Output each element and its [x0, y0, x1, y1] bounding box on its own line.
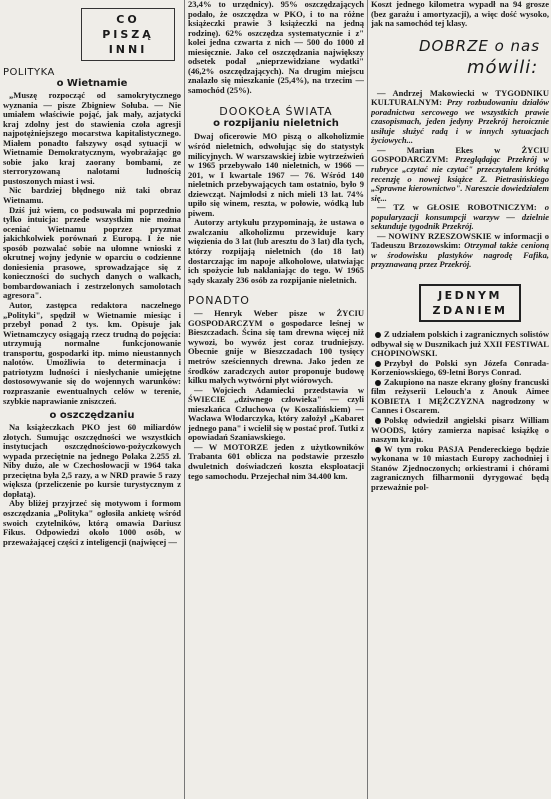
bullet-dot-icon: [375, 332, 381, 338]
section-head-ponadto: PONADTO: [188, 294, 250, 308]
article-rozpijanie: [188, 132, 364, 285]
paragraph: Dwaj oficerowie MO piszą o alkoholizmie wśród nieletnich, odwołując się do statystyk milicyjnych. W warszawskiej izbie wytrzeźwień w 1965 przebywało 140 nieletnich, w 1966 — 201, w I kwartale 1967 — 76. Wśród 140 nieletnich przebywających tam ostatnio, było 9 dziewcząt. Najmłodsi z nich mieli 13 lat. 74% upiło się winem, reszta, w połowie, wódką lub piwem.: [188, 131, 364, 218]
column-2: [188, 0, 364, 799]
paragraph: [371, 203, 549, 232]
paragraph: [371, 89, 549, 146]
co-pisza-inni-box: [81, 8, 175, 61]
bullet-dot-icon: [375, 380, 381, 386]
dobrze-o-nas-heading: [383, 35, 549, 81]
paragraph-quote: o popularyzacji konsumpcji warzyw — dzielnie sekunduje tygodnik Przekrój.: [371, 202, 549, 232]
bullet-item: [371, 330, 549, 359]
bullet-text: Polskę odwiedził angielski pisarz William WOODS, który zamierza napisać książkę o naszym kraju.: [371, 414, 549, 445]
bullet-text: Z udziałem polskich i zagranicznych solistów odbywał się w Dusznikach już XXII FESTIWAL CHOPINOWSKI.: [371, 329, 549, 359]
article-ponadto: [188, 309, 364, 481]
bullet-dot-icon: [375, 361, 381, 367]
section-sub-rozpijanie: o rozpijaniu nieletnich: [213, 118, 339, 130]
column-rule: [367, 0, 368, 799]
paragraph: Na książeczkach PKO jest 60 miliardów złotych. Sumując oszczędności we wszystkich instytucjach oszczędnościowo-pożyczkowych wypada przeciętnie na jednego Polaka 2.255 zł. Niby dużo, ale w Czechosłowacji w 1964 taka przeciętna była 2,5 razy, a w NRD prawie 5 razy większa (przeliczenie po kursie turystycznym z dopłatą).: [3, 422, 181, 499]
column-rule: [184, 0, 185, 799]
paragraph: Dziś już wiem, co podsuwała mi poprzednio tylko intuicja: przede wszystkim nie można oceniać Wietnamu poprzez pryzmat jakichkolwiek porównań z Europą. I że nie sposób pozwalać sobie na ułomne wnioski z okrutnej wojny jedynie w oparciu o codzienne doniesienia prasowe, sprowadzające się z konieczności do suchych danych o walkach, bombardowaniach i zestrzelonych samolotach agresora".: [3, 204, 181, 301]
article-oszczedzanie-cont: [188, 0, 364, 95]
box-head-line: ZDANIEM: [432, 304, 508, 318]
hand-heading-line: mówili:: [467, 56, 539, 78]
article-jednym-zdaniem: [371, 330, 549, 492]
paragraph: — W MOTORZE jeden z użytkowników Trabanta 601 oblicza na podstawie przeszło dwuletnich doświadczeń koszta eksploatacji tego samochodu. Przejechał nim 34.400 km.: [188, 441, 364, 481]
section-head-dookola-swiata: DOOKOŁA ŚWIATA: [219, 105, 333, 119]
bullet-item: [371, 416, 549, 445]
paragraph: — Henryk Weber pisze w ŻYCIU GOSPODARCZYM o gospodarce leśnej w Bieszczadach. Ścina się tam drewna więcej niż wywozi, bo wywóz jest coraz trudniejszy. Obecnie gnije w Bieszczadach 100 tysięcy metrów sześciennych drewna. Jako jeden ze środków zaradczych autor proponuje budowę kilku małych wytwórni płyt wiórowych.: [188, 308, 364, 386]
paragraph-lead: — Andrzej Makowiecki w TYGODNIKU KULTURALNYM:: [371, 87, 549, 108]
paragraph: „Muszę rozpocząć od samokrytycznego wyznania — pisze Zbigniew Sołuba. — Nie umiałem właściwie pojąć, jak mały, azjatycki kraj zdolny jest do stawienia czoła agresji najpotężniejszego mocarstwa kapitalistycznego. Miałem ponadto fałszywy osąd sytuacji w Wietnamie Demokratycznym, wyobrażając go sobie jako kraj zaorany bombami, ze sterroryzowaną nalotami ludnością pustoszonych miast i wsi.: [3, 90, 181, 186]
article-oszczedzanie: [3, 423, 181, 547]
paragraph-quote: Przy rozbudowaniu działów poradnictwa sercowego we wszystkich prawie czasopismach, jeden jedyny Przekrój heroicznie usiłuje służyć radą i w innych sytuacjach życiowych...: [371, 97, 549, 146]
paragraph-lead: — TZ w GŁOSIE ROBOTNICZYM:: [377, 202, 537, 213]
paragraph-lead: — NOWINY RZESZOWSKIE w informacji o Tadeuszu Brzozowskim:: [371, 230, 549, 251]
box-head-line: PISZĄ: [102, 28, 154, 41]
bullet-item: [371, 378, 549, 416]
article-trabant-cont: [371, 0, 549, 29]
box-head-line: INNI: [108, 43, 148, 56]
paragraph: Aby bliżej przyjrzeć się motywom i formom oszczędzania „Polityka" ogłosiła ankietę wśród swoich czytelników, którą omawia Dariusz Fikus. Odpowiedzi około 1000 osób, w przeważającej części z inteligencji (najwięcej —: [3, 498, 181, 547]
hand-heading-line: DOBRZE o nas: [419, 36, 541, 55]
bullet-item: [371, 359, 549, 378]
paragraph: — Wojciech Adamiecki przedstawia w ŚWIECIE „dziwnego człowieka" — czyli mieszkańca Czluchowa (w Koszalińskiem) — Wacława Włodarczyka, który założył „Kabaret jednego pana" i wcielił się w postać prof. Tutki z opowiadań Szaniawskiego.: [188, 384, 364, 443]
article-dobrze-o-nas: [371, 89, 549, 270]
paragraph: Nic bardziej błędnego niż taki obraz Wietnamu.: [3, 185, 181, 206]
box-head-line: JEDNYM: [438, 289, 502, 303]
paragraph: [371, 146, 549, 203]
section-sub-wietnam: o Wietnamie: [56, 78, 128, 89]
article-wietnam: [3, 91, 181, 406]
jednym-zdaniem-box: [419, 284, 521, 322]
bullet-text: W tym roku PASJA Pendereckiego będzie wykonana w 10 miastach Europy zachodniej i Stanów Zjednoczonych; orkiestrami i chórami zagranicznych filharmonii dyrygować będą przeważnie pol-: [371, 443, 549, 492]
bullet-dot-icon: [375, 447, 381, 453]
paragraph: Autorzy artykułu przypominają, że ustawa o zwalczaniu alkoholizmu przewiduje kary więzienia do 3 lat (lub aresztu do 3 lat) dla tych, którzy rozpijają nieletnich (do 18 lat) dostarczając im napoje alkoholowe, ułatwiając ich spożycie lub nakłaniając do tego. W 1965 sądy skazały 236 osób za rozpijanie nieletnich.: [188, 217, 364, 285]
paragraph-quote: Otrzymał także cenioną w środowisku plastyków nagrodę Fafika, przyznawaną przez Przekrój.: [371, 240, 549, 270]
paragraph: Autor, zastępca redaktora naczelnego „Polityki", spędził w Wietnamie miesiąc i przebył ponad 2 tys. km. Opisuje jak Wietnamczycy osiągają rzecz trudną do pojęcia: utrzymują normalne funkcjonowanie transportu, gospodarki itp. mimo nieustannych nalotów. Umożliwia to determinacja i patriotyzm ludności i niesłychanie umiejętne dostosowywanie się do wojennych warunków: rozpraszanie ewentualnych celów w terenie, szybkie naprawianie zniszczeń.: [3, 300, 181, 406]
section-sub-oszczedzanie: o oszczędzaniu: [49, 410, 135, 422]
section-kicker-polityka: POLITYKA: [3, 67, 55, 78]
paragraph: 23,4% to urzędnicy). 95% oszczędzających podało, że oszczędza w PKO, i to na różne książeczki prawie 3 książeczki na jedną rodzinę). 62% oszczędza systematycznie i z" kolei jedna czwarta z nich — 500 do 1000 zł miesięcznie. Jako cel oszczędzania największy odsetek podał „nieprzewidziane wydatki" (46,2% oszczędzających). Na drugim miejscu znalazło się mieszkanie (25,4%), na trzecim — samochód (25%).: [188, 0, 364, 95]
bullet-text: Przybył do Polski syn Józefa Conrada-Korzeniowskiego, 69-letni Borys Conrad.: [371, 357, 549, 378]
paragraph-lead: — Marian Ekes w ŻYCIU GOSPODARCZYM:: [371, 144, 549, 165]
paragraph: Koszt jednego kilometra wypadł na 94 grosze (bez garażu i amortyzacji), a więc dość wysoko, jak na samochód tej klasy.: [371, 0, 549, 29]
bullet-item: [371, 445, 549, 493]
paragraph: [371, 232, 549, 270]
column-3: [371, 0, 549, 799]
bullet-text: Zakupiono na nasze ekrany głośny francuski film reżyserii Lelouch'a z Anouk Aimee KOBIETA I MĘŻCZYZNA nagrodzony w Cannes i Oscarem.: [371, 376, 549, 416]
column-1: [3, 0, 181, 799]
bullet-dot-icon: [375, 418, 381, 424]
box-head-line: CO: [116, 13, 140, 26]
paragraph-quote: Przeglądając Przekrój w rubryce „czytać nie czytać" przeczytałem krótką recenzję o nowej książce Z. Pietrasińskiego „Sprawne kierownictwo". Nareszcie dowiedziałem się...: [371, 154, 549, 203]
